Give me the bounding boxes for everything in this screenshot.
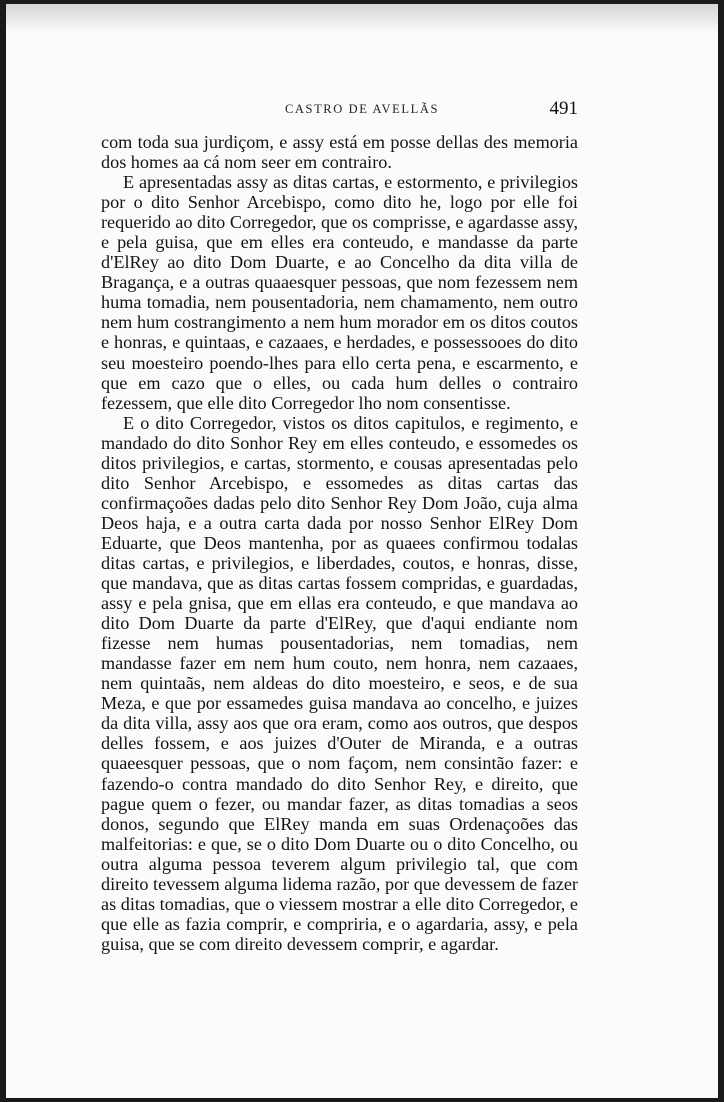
running-title: CASTRO DE AVELLÃS <box>284 102 440 116</box>
book-page <box>6 4 718 1098</box>
paragraph: E o dito Corregedor, vistos os ditos capitulos, e regimento, e mandado do dito Sonhor Rey em elles conteudo, e essomedes os ditos privilegios, e cartas, stormento, e cousas apresentadas pelo dito Senhor Arcebispo, e essomedes as ditas cartas das confirmaçoões dadas pelo dito Senhor Rey Dom João, cuja alma Deos haja, e a outra carta dada por nosso Senhor ElRey Dom Eduarte, que Deos mantenha, por as quaees confirmou todalas ditas cartas, e privilegios, e liberdades, coutos, e honras, disse, que mandava, que as ditas cartas fossem compridas, e guardadas, assy e pela gnisa, que em ellas era conteudo, e que mandava ao dito Dom Duarte da parte d'ElRey, que d'aqui endiante nom fizesse nem humas pousentadorias, nem tomadias, nem mandasse fazer em nem hum couto, nem honra, nem cazaaes, nem quintaãs, nem aldeas do dito moesteiro, e seos, e de sua Meza, e que por essamedes guisa mandava ao concelho, e juizes da dita villa, assy aos que ora eram, como aos outros, que despos delles fossem, e aos juizes d'Outer de Miranda, e a outras quaeesquer pessoas, que o nom façom, nem consintão fazer: e fazendo-o contra mandado do dito Senhor Rey, e direito, que pague quem o fezer, ou mandar fazer, as ditas tomadias a seos donos, segundo que ElRey manda em suas Ordenaçoões das malfeitorias: e que, se o dito Dom Duarte ou o dito Concelho, ou outra alguma pessoa teverem algum privilegio tal, que com direito tevessem alguma lidema razão, por que devessem de fazer as ditas tomadias, que o viessem mostrar a elle dito Corregedor, e que elle as fazia comprir, e compriria, e o agardaria, assy, e pela guisa, que se com direito devessem comprir, e agardar. <box>101 412 578 954</box>
body-text <box>101 132 578 954</box>
paragraph: E apresentadas assy as ditas cartas, e estormento, e privilegios por o dito Senhor Arcebispo, como dito he, logo por elle foi requerido ao dito Corregedor, que os comprisse, e agardasse assy, e pela guisa, que em elles era conteudo, e mandasse da parte d'ElRey ao dito Dom Duarte, e ao Concelho da dita villa de Bragança, e a outras quaaesquer pessoas, que nom fezessem nem huma tomadia, nem pousentadoria, nem chamamento, nem outro nem hum costrangimento a nem hum morador em os ditos coutos e honras, e quintaas, e cazaaes, e herdades, e possessooes do dito seu moesteiro poendo-lhes para ello certa pena, e escarmento, e que em cazo que o elles, ou cada hum delles o contrairo fezessem, que elle dito Corregedor lho nom consentisse. <box>101 172 578 413</box>
page-number: 491 <box>549 98 578 119</box>
paragraph-continued: com toda sua jurdiçom, e assy está em posse dellas des memoria dos homes aa cá nom seer em contrairo. <box>101 132 578 173</box>
running-head <box>6 100 718 122</box>
